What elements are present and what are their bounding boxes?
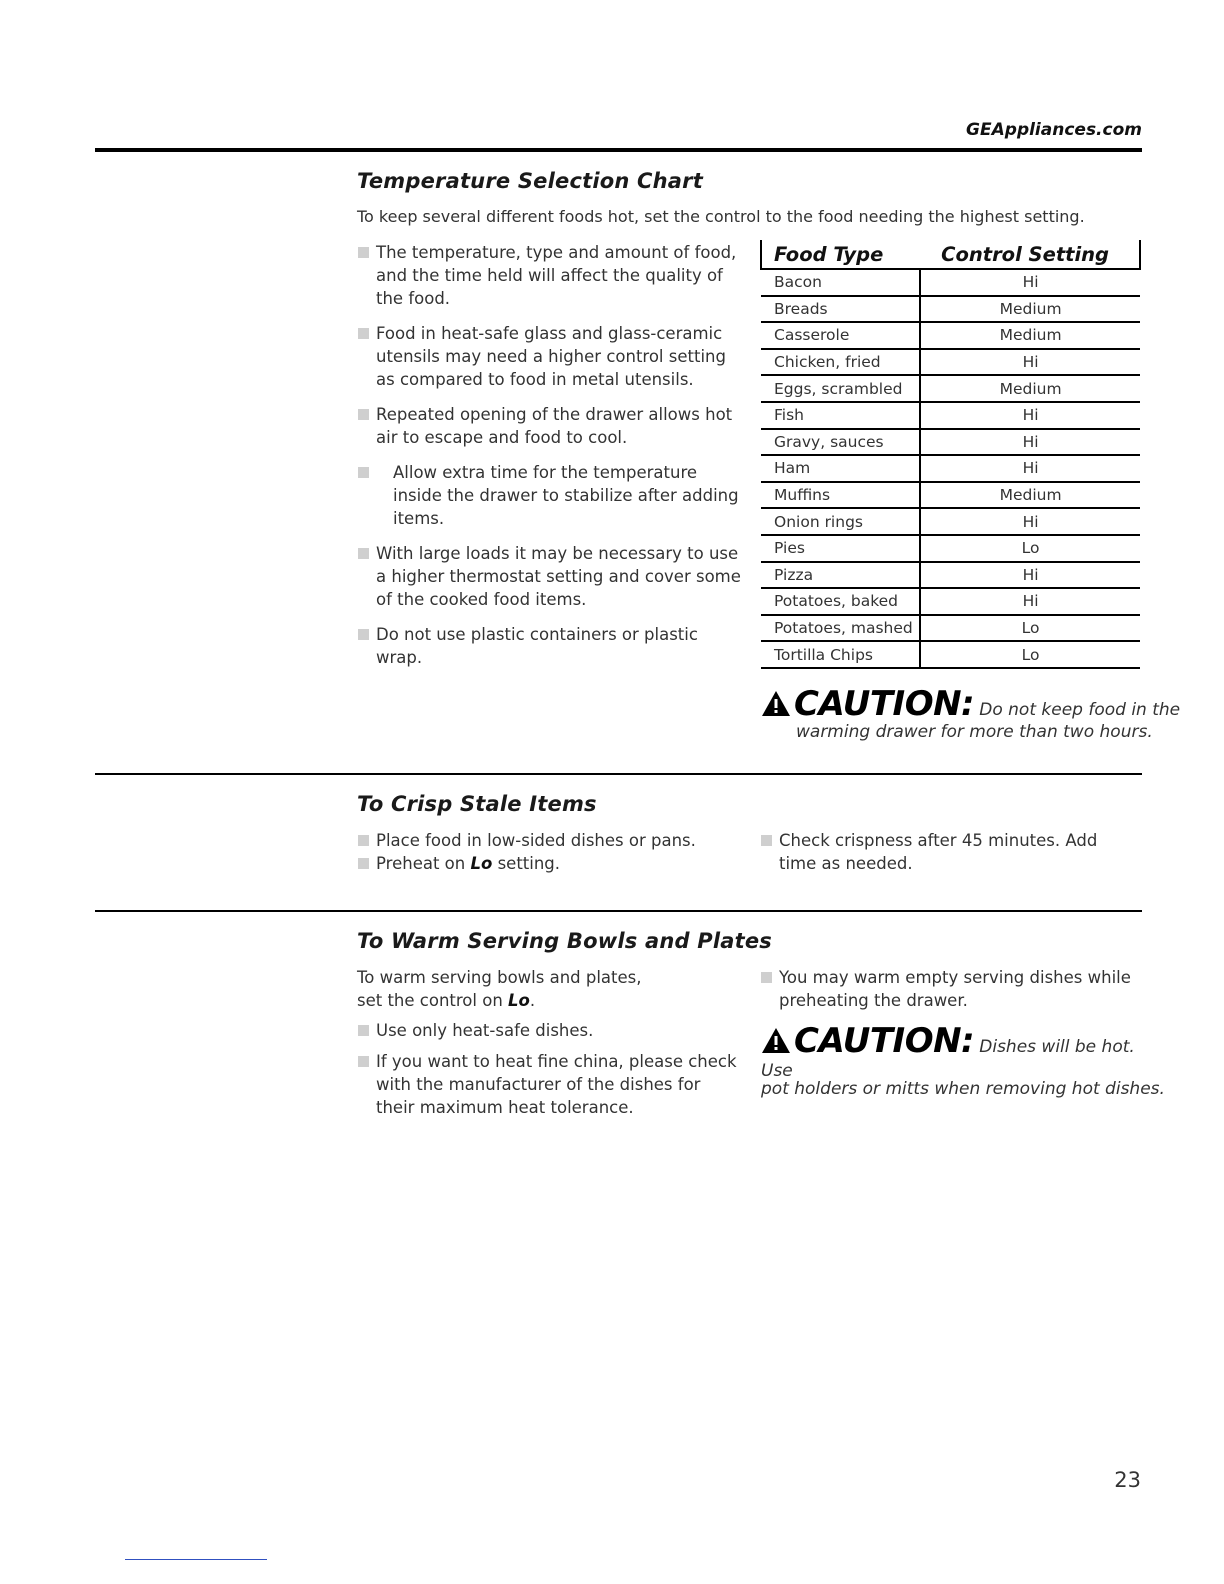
food-type-cell: Casserole	[761, 322, 920, 349]
bullet-square-icon	[358, 858, 369, 869]
column-header-food-type: Food Type	[761, 240, 920, 269]
table-row	[761, 349, 1140, 376]
list-item: Food in heat-safe glass and glass-ceramic utensils may need a higher control setting as compared to food in metal utensils.	[357, 322, 742, 391]
header-rule	[95, 148, 1142, 152]
caution-text-line1: Dishes will be hot. Use	[761, 1037, 1135, 1081]
section-title-crisp: To Crisp Stale Items	[357, 792, 597, 816]
section-title-warm: To Warm Serving Bowls and Plates	[357, 929, 772, 953]
table-row	[761, 402, 1140, 429]
control-setting-cell: Medium	[920, 482, 1140, 509]
page-number: 23	[1114, 1468, 1141, 1492]
table-row	[761, 269, 1140, 296]
table-row	[761, 641, 1140, 668]
food-type-cell: Fish	[761, 402, 920, 429]
list-item: Allow extra time for the temperature inside the drawer to stabilize after adding items.	[357, 461, 742, 530]
table-row	[761, 588, 1140, 615]
list-item: The temperature, type and amount of food, and the time held will affect the quality of the food.	[357, 241, 742, 310]
temperature-chart-table	[760, 240, 1141, 669]
temperature-intro: To keep several different foods hot, set the control to the food needing the highest setting.	[357, 207, 1085, 226]
control-setting-cell: Lo	[920, 641, 1140, 668]
table-row	[761, 455, 1140, 482]
control-setting-cell: Hi	[920, 588, 1140, 615]
food-type-cell: Breads	[761, 296, 920, 323]
table-row	[761, 375, 1140, 402]
warm-bullet-list-right	[760, 966, 1135, 1024]
control-setting-cell: Hi	[920, 508, 1140, 535]
food-type-cell: Muffins	[761, 482, 920, 509]
bullet-square-icon	[358, 548, 369, 559]
bullet-square-icon	[358, 328, 369, 339]
food-type-cell: Chicken, fried	[761, 349, 920, 376]
temperature-chart-body	[761, 269, 1140, 668]
list-item: Use only heat-safe dishes.	[357, 1019, 742, 1042]
caution-text-line2: pot holders or mitts when removing hot dishes.	[761, 1079, 1165, 1099]
food-type-cell: Gravy, sauces	[761, 429, 920, 456]
site-url: GEAppliances.com	[966, 120, 1142, 140]
crisp-bullet-list-right	[760, 829, 1135, 887]
bullet-square-icon	[358, 1025, 369, 1036]
caution-drawer-time	[761, 684, 1180, 742]
bullet-square-icon	[358, 467, 369, 478]
bullet-square-icon	[761, 835, 772, 846]
control-setting-cell: Hi	[920, 455, 1140, 482]
section-divider	[95, 910, 1142, 912]
table-row	[761, 482, 1140, 509]
food-type-cell: Ham	[761, 455, 920, 482]
food-type-cell: Potatoes, mashed	[761, 615, 920, 642]
control-setting-cell: Lo	[920, 535, 1140, 562]
bullet-square-icon	[358, 247, 369, 258]
warning-triangle-icon	[761, 1027, 791, 1054]
control-setting-cell: Medium	[920, 322, 1140, 349]
food-type-cell: Potatoes, baked	[761, 588, 920, 615]
table-row	[761, 322, 1140, 349]
warning-triangle-icon	[761, 690, 791, 717]
table-row	[761, 296, 1140, 323]
list-item: You may warm empty serving dishes while preheating the drawer.	[760, 966, 1135, 1012]
bullet-square-icon	[358, 1056, 369, 1067]
food-type-cell: Bacon	[761, 269, 920, 296]
food-type-cell: Eggs, scrambled	[761, 375, 920, 402]
control-setting-cell: Hi	[920, 429, 1140, 456]
caution-text-line1: Do not keep food in the	[979, 700, 1181, 720]
food-type-cell: Tortilla Chips	[761, 641, 920, 668]
bullet-square-icon	[358, 835, 369, 846]
temperature-bullet-list	[357, 241, 742, 681]
list-item: With large loads it may be necessary to use a higher thermostat setting and cover some of the cooked food items.	[357, 542, 742, 611]
table-row	[761, 508, 1140, 535]
control-setting-cell: Lo	[920, 615, 1140, 642]
caution-hot-dishes	[761, 1021, 1165, 1099]
control-setting-cell: Medium	[920, 375, 1140, 402]
control-setting-cell: Hi	[920, 269, 1140, 296]
warm-intro: To warm serving bowls and plates, set the control on Lo.	[357, 968, 642, 1010]
list-item: Do not use plastic containers or plastic wrap.	[357, 623, 742, 669]
section-divider	[95, 773, 1142, 775]
table-row	[761, 429, 1140, 456]
bullet-square-icon	[761, 972, 772, 983]
list-item: If you want to heat fine china, please check with the manufacturer of the dishes for their maximum heat tolerance.	[357, 1050, 742, 1119]
control-setting-cell: Medium	[920, 296, 1140, 323]
footer-link-underline	[125, 1559, 267, 1560]
table-row	[761, 562, 1140, 589]
food-type-cell: Onion rings	[761, 508, 920, 535]
caution-label: CAUTION:	[794, 684, 975, 724]
list-item: Check crispness after 45 minutes. Add time as needed.	[760, 829, 1135, 875]
caution-text-line2: warming drawer for more than two hours.	[796, 722, 1153, 742]
warm-bullet-list-left	[357, 1019, 742, 1131]
control-setting-cell: Hi	[920, 402, 1140, 429]
control-setting-cell: Hi	[920, 562, 1140, 589]
bullet-square-icon	[358, 409, 369, 420]
list-item: Preheat on Lo setting.	[357, 852, 742, 875]
section-title-temperature: Temperature Selection Chart	[357, 169, 703, 193]
bullet-square-icon	[358, 629, 369, 640]
control-setting-cell: Hi	[920, 349, 1140, 376]
table-row	[761, 535, 1140, 562]
table-row	[761, 615, 1140, 642]
list-item: Place food in low-sided dishes or pans.	[357, 829, 742, 852]
column-header-control-setting: Control Setting	[920, 240, 1140, 269]
crisp-bullet-list-left	[357, 829, 742, 875]
food-type-cell: Pies	[761, 535, 920, 562]
list-item: Repeated opening of the drawer allows hot air to escape and food to cool.	[357, 403, 742, 449]
food-type-cell: Pizza	[761, 562, 920, 589]
caution-label: CAUTION:	[794, 1021, 975, 1061]
